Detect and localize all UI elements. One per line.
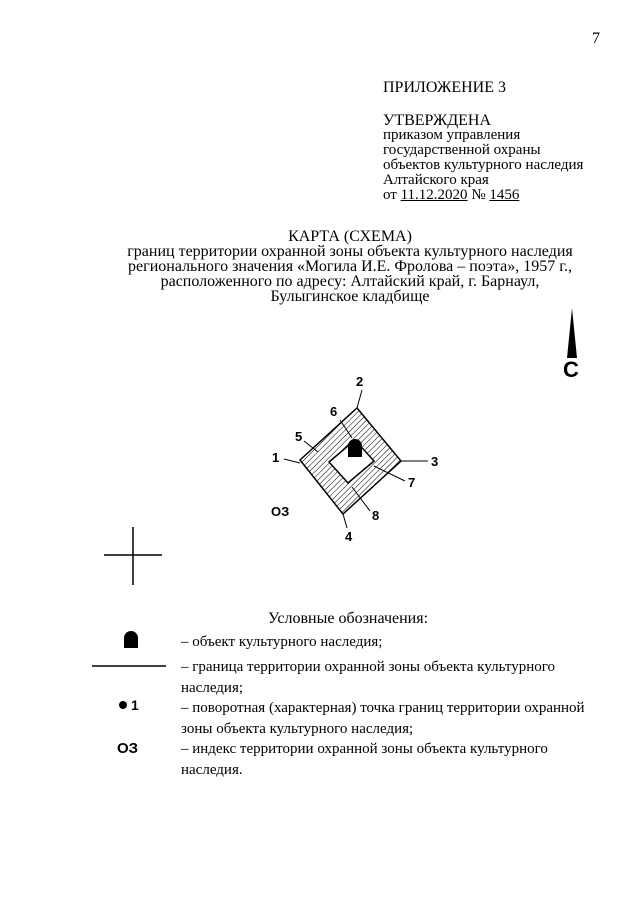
protection-zone-area <box>300 408 401 514</box>
legend-point-icon <box>119 701 127 709</box>
approved-label: УТВЕРЖДЕНА <box>383 112 492 129</box>
point-label-2: 2 <box>356 374 364 389</box>
legend-text-zone: – индекс территории охранной зоны объекта культурного наследия. <box>181 741 548 778</box>
legend-text-heritage: – объект культурного наследия; <box>181 634 383 650</box>
legend-text-point: – поворотная (характерная) точка границ территории охранной зоны объекта культурного наследия; <box>181 700 585 737</box>
heritage-object-icon <box>348 439 362 457</box>
legend-heritage-icon <box>124 631 138 648</box>
legend-point-number: 1 <box>131 697 139 713</box>
legend-zone-symbol: ОЗ <box>117 740 139 757</box>
point-label-7: 7 <box>408 475 416 490</box>
order-number: 1456 <box>489 187 520 203</box>
title-line-1: границ территории охранной зоны объекта культурного наследия <box>127 243 573 260</box>
approval-line-1: приказом управления <box>383 127 521 143</box>
title-heading: КАРТА (СХЕМА) <box>288 228 412 245</box>
approval-line-3: объектов культурного наследия <box>383 157 584 173</box>
approval-line-4: Алтайского края <box>383 172 489 188</box>
point-label-1: 1 <box>272 450 280 465</box>
order-date: 11.12.2020 <box>400 187 468 203</box>
page-number: 7 <box>592 30 600 47</box>
point-label-4: 4 <box>345 529 353 544</box>
zone-label: ОЗ <box>271 504 290 519</box>
from-label: от <box>383 187 397 203</box>
point-label-5: 5 <box>295 429 303 444</box>
number-sign: № <box>471 187 486 203</box>
appendix-label: ПРИЛОЖЕНИЕ 3 <box>383 79 507 96</box>
title-line-3: расположенного по адресу: Алтайский край, г. Барнаул, <box>160 273 540 290</box>
point-label-6: 6 <box>330 404 338 419</box>
legend-title: Условные обозначения: <box>268 610 429 627</box>
approval-line-2: государственной охраны <box>383 142 541 158</box>
title-line-2: регионального значения «Могила И.Е. Фролова – поэта», 1957 г., <box>128 258 572 275</box>
point-label-8: 8 <box>372 508 380 523</box>
north-label: С <box>563 357 579 382</box>
title-line-4: Булыгинское кладбище <box>270 288 430 305</box>
legend-text-boundary: – граница территории охранной зоны объекта культурного наследия; <box>181 659 556 696</box>
point-label-3: 3 <box>431 454 439 469</box>
north-arrow-icon <box>567 308 577 358</box>
